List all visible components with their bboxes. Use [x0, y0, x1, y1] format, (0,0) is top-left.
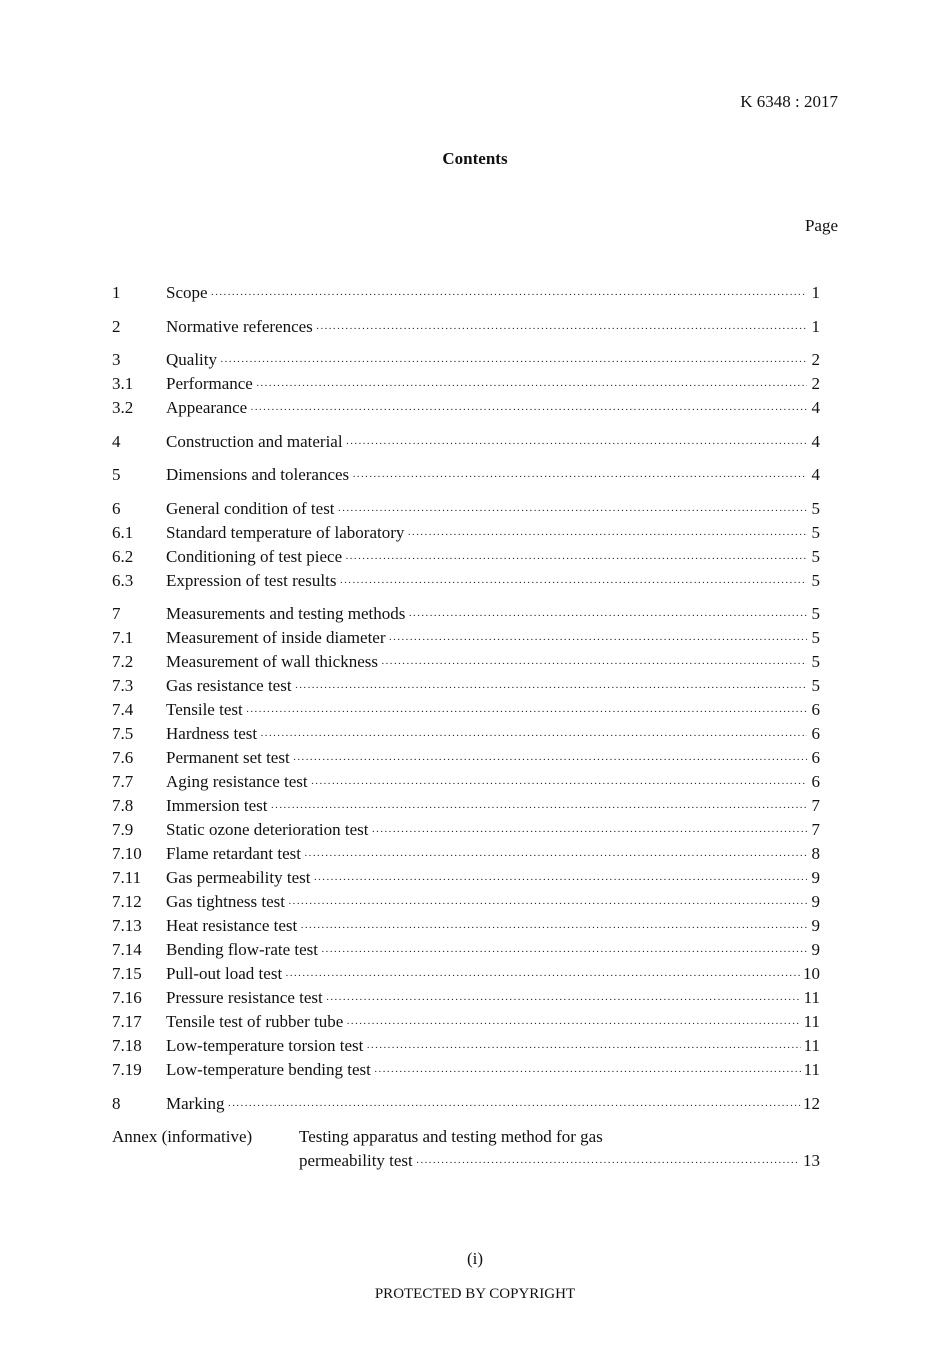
toc-entry-page-number: 6 [811, 772, 820, 791]
toc-entry-page-number: 5 [811, 652, 820, 671]
toc-entry-page-number: 9 [811, 940, 820, 959]
toc-entry-number: 7.18 [112, 1036, 142, 1055]
toc-entry-number: 7.7 [112, 772, 134, 791]
toc-entry-title: Quality [166, 350, 217, 369]
toc-entry-title: Pull-out load test [166, 964, 283, 983]
toc-entry[interactable] [112, 1092, 820, 1116]
toc-entry-number: 7.10 [112, 844, 142, 863]
toc-entry-page-number: 9 [811, 916, 820, 935]
toc-entry-title: Normative references [166, 316, 313, 336]
toc-entry-title: Standard temperature of laboratory [166, 522, 405, 542]
toc-entry[interactable] [112, 938, 820, 962]
toc-entry-title: Gas resistance test [166, 676, 292, 695]
toc-entry-page-number: 5 [811, 498, 820, 518]
toc-entry[interactable] [112, 626, 820, 650]
toc-entry-number: 7.1 [112, 628, 134, 647]
toc-entry-title: Performance [166, 374, 253, 393]
toc-entry-number: 7.2 [112, 652, 134, 671]
annex-page-number: 13 [803, 1151, 820, 1170]
leader-dots [246, 700, 807, 724]
toc-entry[interactable] [112, 650, 820, 674]
toc-entry-number: 7.6 [112, 748, 134, 767]
toc-entry-page-number: 11 [803, 1036, 820, 1055]
toc-entry-page-number: 6 [811, 748, 820, 767]
toc-entry-page-number: 12 [803, 1093, 820, 1113]
toc-entry[interactable] [112, 497, 820, 521]
toc-entry-title: Marking [166, 1093, 225, 1113]
toc-entry-page-number: 5 [811, 604, 820, 623]
toc-entry-title: Measurement of inside diameter [166, 628, 386, 647]
toc-entry-number: 7.8 [112, 796, 134, 815]
leader-dots [345, 547, 807, 571]
toc-entry-title: Tensile test of rubber tube [166, 1012, 344, 1031]
toc-entry-number: 6.3 [112, 570, 134, 590]
toc-entry-page-number: 7 [811, 796, 820, 815]
toc-entry-number: 7.3 [112, 676, 134, 695]
toc-entry[interactable] [112, 818, 820, 842]
leader-dots [250, 398, 807, 422]
toc-entry[interactable] [112, 348, 820, 372]
toc-entry-number: 8 [112, 1093, 121, 1113]
toc-entry-page-number: 9 [811, 892, 820, 911]
toc-entry[interactable] [112, 986, 820, 1010]
toc-entry-page-number: 5 [811, 628, 820, 647]
page-title: Contents [442, 149, 508, 168]
toc-entry[interactable] [112, 315, 820, 339]
toc-entry[interactable] [112, 842, 820, 866]
toc-entry-title: Low-temperature bending test [166, 1060, 371, 1079]
toc-entry[interactable] [112, 521, 820, 545]
leader-dots [366, 1036, 800, 1060]
toc-entry-title: Immersion test [166, 796, 268, 815]
table-of-contents [112, 281, 820, 1173]
toc-entry-number: 5 [112, 465, 121, 484]
toc-entry[interactable] [112, 1058, 820, 1082]
toc-entry-page-number: 4 [811, 398, 820, 417]
toc-entry-title: Aging resistance test [166, 772, 308, 791]
toc-entry-title: Expression of test results [166, 570, 337, 590]
toc-entry-page-number: 2 [811, 350, 820, 369]
annex-title-line2: permeability test [299, 1151, 413, 1170]
leader-dots [211, 283, 807, 307]
toc-entry[interactable] [112, 674, 820, 698]
toc-entry-page-number: 5 [811, 522, 820, 542]
leader-dots [326, 988, 801, 1012]
leader-dots [256, 374, 807, 398]
toc-entry-number: 7 [112, 604, 121, 623]
toc-entry[interactable] [112, 396, 820, 420]
toc-entry-number: 3.2 [112, 398, 134, 417]
leader-dots [321, 940, 807, 964]
toc-entry-title: Low-temperature torsion test [166, 1036, 364, 1055]
leader-dots [293, 748, 807, 772]
leader-dots [374, 1060, 801, 1084]
toc-entry-page-number: 1 [811, 316, 820, 336]
toc-entry[interactable] [112, 914, 820, 938]
toc-entry-number: 3.1 [112, 374, 134, 393]
toc-entry[interactable] [112, 545, 820, 569]
toc-entry-title: General condition of test [166, 498, 335, 518]
toc-entry[interactable] [112, 569, 820, 593]
toc-entry-page-number: 6 [811, 724, 820, 743]
toc-entry[interactable] [112, 746, 820, 770]
toc-entry-title: Flame retardant test [166, 844, 302, 863]
toc-entry-number: 6.2 [112, 546, 134, 566]
toc-entry-title: Heat resistance test [166, 916, 298, 935]
toc-entry[interactable] [112, 372, 820, 396]
toc-entry-title: Static ozone deterioration test [166, 820, 369, 839]
toc-entry-number: 7.11 [112, 868, 142, 887]
leader-dots [416, 1151, 800, 1175]
toc-entry[interactable] [112, 722, 820, 746]
toc-entry-page-number: 5 [811, 570, 820, 590]
leader-dots [288, 892, 807, 916]
toc-entry-page-number: 5 [811, 676, 820, 695]
toc-entry[interactable] [112, 962, 820, 986]
leader-dots [316, 317, 807, 341]
toc-entry-page-number: 10 [803, 964, 820, 983]
toc-entry-page-number: 11 [803, 988, 820, 1007]
toc-entry-page-number: 9 [811, 868, 820, 887]
leader-dots [313, 868, 807, 892]
leader-dots [381, 652, 807, 676]
toc-entry-number: 7.19 [112, 1060, 142, 1079]
toc-entry-number: 7.17 [112, 1012, 142, 1031]
toc-entry-title: Permanent set test [166, 748, 290, 767]
toc-entry-page-number: 4 [811, 465, 820, 484]
toc-entry-number: 7.4 [112, 700, 134, 719]
toc-entry[interactable] [112, 602, 820, 626]
toc-entry[interactable] [112, 794, 820, 818]
toc-entry-page-number: 5 [811, 546, 820, 566]
leader-dots [408, 604, 807, 628]
leader-dots [407, 523, 807, 547]
toc-entry-title: Gas permeability test [166, 868, 311, 887]
toc-entry-title: Bending flow-rate test [166, 940, 319, 959]
leader-dots [260, 724, 807, 748]
leader-dots [300, 916, 807, 940]
toc-entry-page-number: 11 [803, 1012, 820, 1031]
leader-dots [346, 1012, 800, 1036]
toc-entry-title: Pressure resistance test [166, 988, 323, 1007]
annex-prefix: Annex (informative) [112, 1127, 253, 1146]
leader-dots [228, 1094, 800, 1118]
toc-entry[interactable] [112, 890, 820, 914]
page-folio: (i) [466, 1249, 484, 1268]
toc-entry-number: 7.12 [112, 892, 142, 911]
toc-entry-page-number: 2 [811, 374, 820, 393]
toc-entry-title: Construction and material [166, 431, 343, 451]
leader-dots [389, 628, 807, 652]
toc-entry[interactable] [112, 430, 820, 454]
leader-dots [285, 964, 800, 988]
leader-dots [346, 432, 807, 456]
annex-title-line1: Testing apparatus and testing method for gas [299, 1127, 603, 1146]
leader-dots [220, 350, 807, 374]
leader-dots [311, 772, 807, 796]
toc-entry-page-number: 11 [803, 1060, 820, 1079]
toc-entry-title: Tensile test [166, 700, 243, 719]
toc-entry-title: Hardness test [166, 724, 258, 743]
leader-dots [338, 499, 807, 523]
toc-entry-title: Measurements and testing methods [166, 604, 406, 623]
toc-entry-number: 6.1 [112, 522, 134, 542]
toc-entry[interactable] [112, 770, 820, 794]
toc-entry-title: Appearance [166, 398, 248, 417]
toc-entry-number: 4 [112, 431, 121, 451]
toc-entry[interactable] [112, 463, 820, 487]
toc-entry-number: 7.15 [112, 964, 142, 983]
toc-entry-page-number: 7 [811, 820, 820, 839]
leader-dots [295, 676, 807, 700]
leader-dots [339, 571, 807, 595]
toc-entry[interactable] [112, 866, 820, 890]
toc-entry-number: 7.5 [112, 724, 134, 743]
toc-entry-title: Conditioning of test piece [166, 546, 343, 566]
toc-entry-page-number: 4 [811, 431, 820, 451]
toc-entry-page-number: 1 [811, 283, 820, 302]
toc-entry-number: 7.9 [112, 820, 134, 839]
toc-annex-entry[interactable] [112, 1125, 820, 1173]
leader-dots [271, 796, 807, 820]
leader-dots [352, 465, 807, 489]
toc-entry-number: 1 [112, 283, 121, 302]
leader-dots [372, 820, 807, 844]
leader-dots [304, 844, 807, 868]
toc-entry-title: Measurement of wall thickness [166, 652, 378, 671]
toc-entry[interactable] [112, 698, 820, 722]
copyright-notice: PROTECTED BY COPYRIGHT [374, 1286, 576, 1302]
toc-entry-number: 6 [112, 498, 121, 518]
toc-entry-page-number: 6 [811, 700, 820, 719]
toc-entry-number: 7.13 [112, 916, 142, 935]
page-column-label: Page [804, 216, 838, 235]
toc-entry[interactable] [112, 281, 820, 305]
toc-entry-number: 7.16 [112, 988, 142, 1007]
toc-entry-number: 7.14 [112, 940, 142, 959]
toc-entry[interactable] [112, 1010, 820, 1034]
toc-entry-number: 3 [112, 350, 121, 369]
toc-entry-title: Gas tightness test [166, 892, 285, 911]
standard-identifier: K 6348 : 2017 [740, 92, 838, 111]
toc-entry-title: Scope [166, 283, 208, 302]
toc-entry-page-number: 8 [811, 844, 820, 863]
toc-entry-title: Dimensions and tolerances [166, 465, 350, 484]
toc-entry[interactable] [112, 1034, 820, 1058]
toc-entry-number: 2 [112, 316, 121, 336]
